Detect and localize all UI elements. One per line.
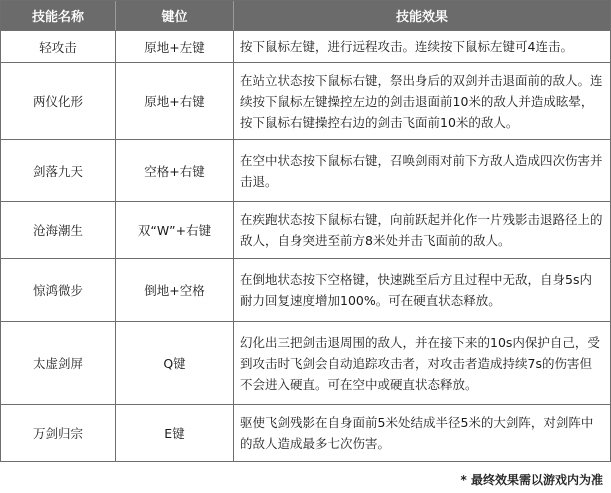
skill-effect: 在疾跑状态按下鼠标右键，向前跃起并化作一片残影击退路径上的敌人，自身突进至前方8米处并击飞面前的敌人。: [240, 212, 603, 248]
skill-effect: 在站立状态按下鼠标右键，祭出身后的双剑并击退面前的敌人。连续按下鼠标左键操控左边的剑击退面前10米的敌人并造成眩晕，按下鼠标右键操控右边的剑击飞面前10米的敌人。: [240, 72, 603, 130]
skill-effect: 幻化出三把剑击退周围的敌人，并在接下来的10s内保护自己，受到攻击时飞剑会自动追踪攻击者，对攻击者造成持续7s的伤害但不会进入硬直。可在空中或硬直状态释放。: [240, 334, 600, 392]
skill-key: 空格+右键: [116, 140, 234, 201]
skill-name: 惊鸿微步: [1, 259, 116, 321]
table-header-row: [1, 1, 610, 30]
skill-effect: 在空中状态按下鼠标右键，召唤剑雨对前下方敌人造成四次伤害并击退。: [240, 152, 603, 189]
header-skill-name: 技能名称: [1, 1, 116, 30]
skill-name: 轻攻击: [1, 31, 116, 62]
table-row: [1, 321, 610, 404]
skill-key: Q键: [116, 322, 234, 404]
skill-name: 太虚剑屏: [1, 322, 116, 404]
skill-effect: 在倒地状态按下空格键，快速跳至后方且过程中无敌，自身5s内耐力回复速度增加100%。可在硬直状态释放。: [240, 272, 592, 308]
table-row: [1, 30, 610, 62]
skill-key: 原地+左键: [116, 31, 234, 62]
skill-key: E键: [116, 405, 234, 461]
table-row: [1, 404, 610, 461]
skill-name: 两仪化形: [1, 63, 116, 139]
skill-name: 万剑归宗: [1, 405, 116, 461]
skill-effect: 驱使飞剑残影在自身面前5米处结成半径5米的大剑阵，对剑阵中的敌人造成最多七次伤害。: [240, 415, 594, 451]
header-skill-effect: 技能效果: [395, 10, 448, 25]
table-row: [1, 258, 610, 321]
footnote: * 最终效果需以游戏内为准: [460, 473, 603, 487]
table-row: [1, 62, 610, 139]
skill-effect: 按下鼠标左键，进行远程攻击。连续按下鼠标左键可4连击。: [240, 39, 573, 54]
table-row: [1, 201, 610, 258]
skill-key: 倒地+空格: [116, 259, 234, 321]
header-key-binding: 键位: [116, 1, 234, 30]
skill-key: 双“W”+右键: [116, 202, 234, 258]
table-row: [1, 139, 610, 201]
skill-key: 原地+右键: [116, 63, 234, 139]
skill-name: 沧海潮生: [1, 202, 116, 258]
skill-name: 剑落九天: [1, 140, 116, 201]
